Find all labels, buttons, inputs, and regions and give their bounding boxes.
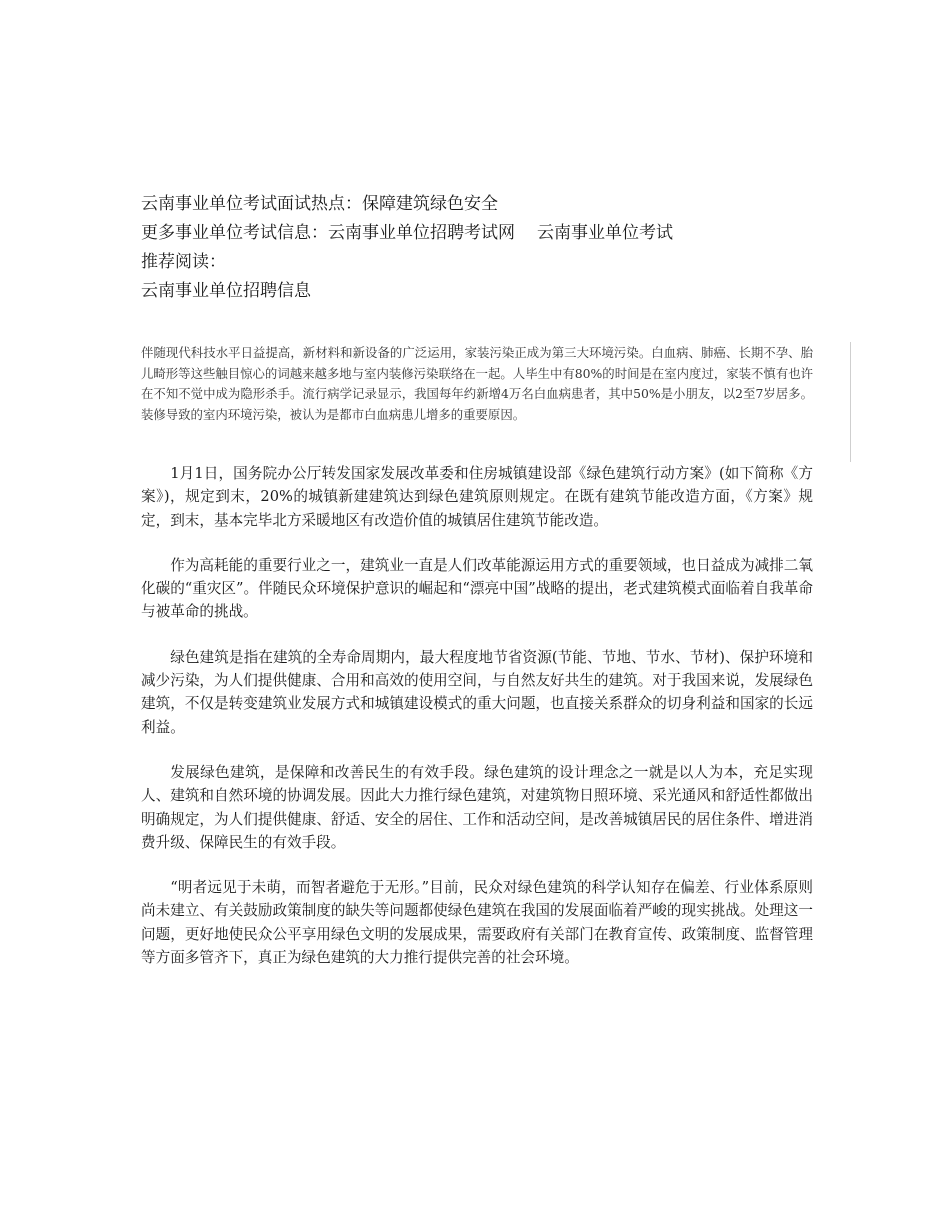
body-paragraph: 发展绿色建筑，是保障和改善民生的有效手段。绿色建筑的设计理念之一就是以人为本，充足实现人、建筑和自然环境的协调发展。因此大力推行绿色建筑，对建筑物日照环境、采光通风和舒适性都做出明确规定，为人们提供健康、舒适、安全的居住、工作和活动空间，是改善城镇居民的居住条件、增进消费升级、保障民生的有效手段。 xyxy=(141,763,813,851)
body-paragraph: 1月1日，国务院办公厅转发国家发展改革委和住房城镇建设部《绿色建筑行动方案》(如下简称《方案》)，规定到末，20%的城镇新建建筑达到绿色建筑原则规定。在既有建筑节能改造方面，《方案》规定，到末，基本完毕北方采暖地区有改造价值的城镇居住建筑节能改造。 xyxy=(141,465,813,529)
recommend-link[interactable]: 云南事业单位招聘信息 xyxy=(141,281,311,301)
document-header xyxy=(141,190,821,306)
recommend-label: 推荐阅读： xyxy=(141,252,226,272)
article-title: 云南事业单位考试面试热点：保障建筑绿色安全 xyxy=(141,194,498,214)
intro-paragraph: 伴随现代科技水平日益提高，新材料和新设备的广泛运用，家装污染正成为第三大环境污染。白血病、肺癌、长期不孕、胎儿畸形等这些触目惊心的词越来越多地与室内装修污染联络在一起。人毕生中有80%的时间是在室内度过，家装不慎有也许在不知不觉中成为隐形杀手。流行病学记录显示，我国每年约新增4万名白血病患者，其中50%是小朋友，以2至7岁居多。装修导致的室内环境污染，被认为是都市白血病患儿增多的重要原因。 xyxy=(141,345,813,422)
more-info-link-exam[interactable]: 云南事业单位考试 xyxy=(537,223,673,243)
body-paragraph: 作为高耗能的重要行业之一，建筑业一直是人们改革能源运用方式的重要领域，也日益成为减排二氧化碳的“重灾区”。伴随民众环境保护意识的崛起和“漂亮中国”战略的提出，老式建筑模式面临着自我革命与被革命的挑战。 xyxy=(141,556,813,621)
article-body xyxy=(141,462,813,991)
more-info-line xyxy=(141,219,821,248)
body-paragraph: “明者远见于未萌，而智者避危于无形。”目前，民众对绿色建筑的科学认知存在偏差、行业体系原则尚未建立、有关鼓励政策制度的缺失等问题都使绿色建筑在我国的发展面临着严峻的现实挑战。处理这一问题，更好地使民众公平享用绿色文明的发展成果，需要政府有关部门在教育宣传、政策制度、监督管理等方面多管齐下，真正为绿色建筑的大力推行提供完善的社会环境。 xyxy=(141,879,813,967)
more-info-label: 更多事业单位考试信息： xyxy=(141,223,328,243)
margin-rule xyxy=(850,342,851,462)
body-paragraph: 绿色建筑是指在建筑的全寿命周期内，最大程度地节省资源(节能、节地、节水、节材)、保护环境和减少污染，为人们提供健康、合用和高效的使用空间，与自然友好共生的建筑。对于我国来说，发展绿色建筑，不仅是转变建筑业发展方式和城镇建设模式的重大问题，也直接关系群众的切身利益和国家的长远利益。 xyxy=(141,648,813,736)
more-info-link-exam-site[interactable]: 云南事业单位招聘考试网 xyxy=(328,223,515,243)
